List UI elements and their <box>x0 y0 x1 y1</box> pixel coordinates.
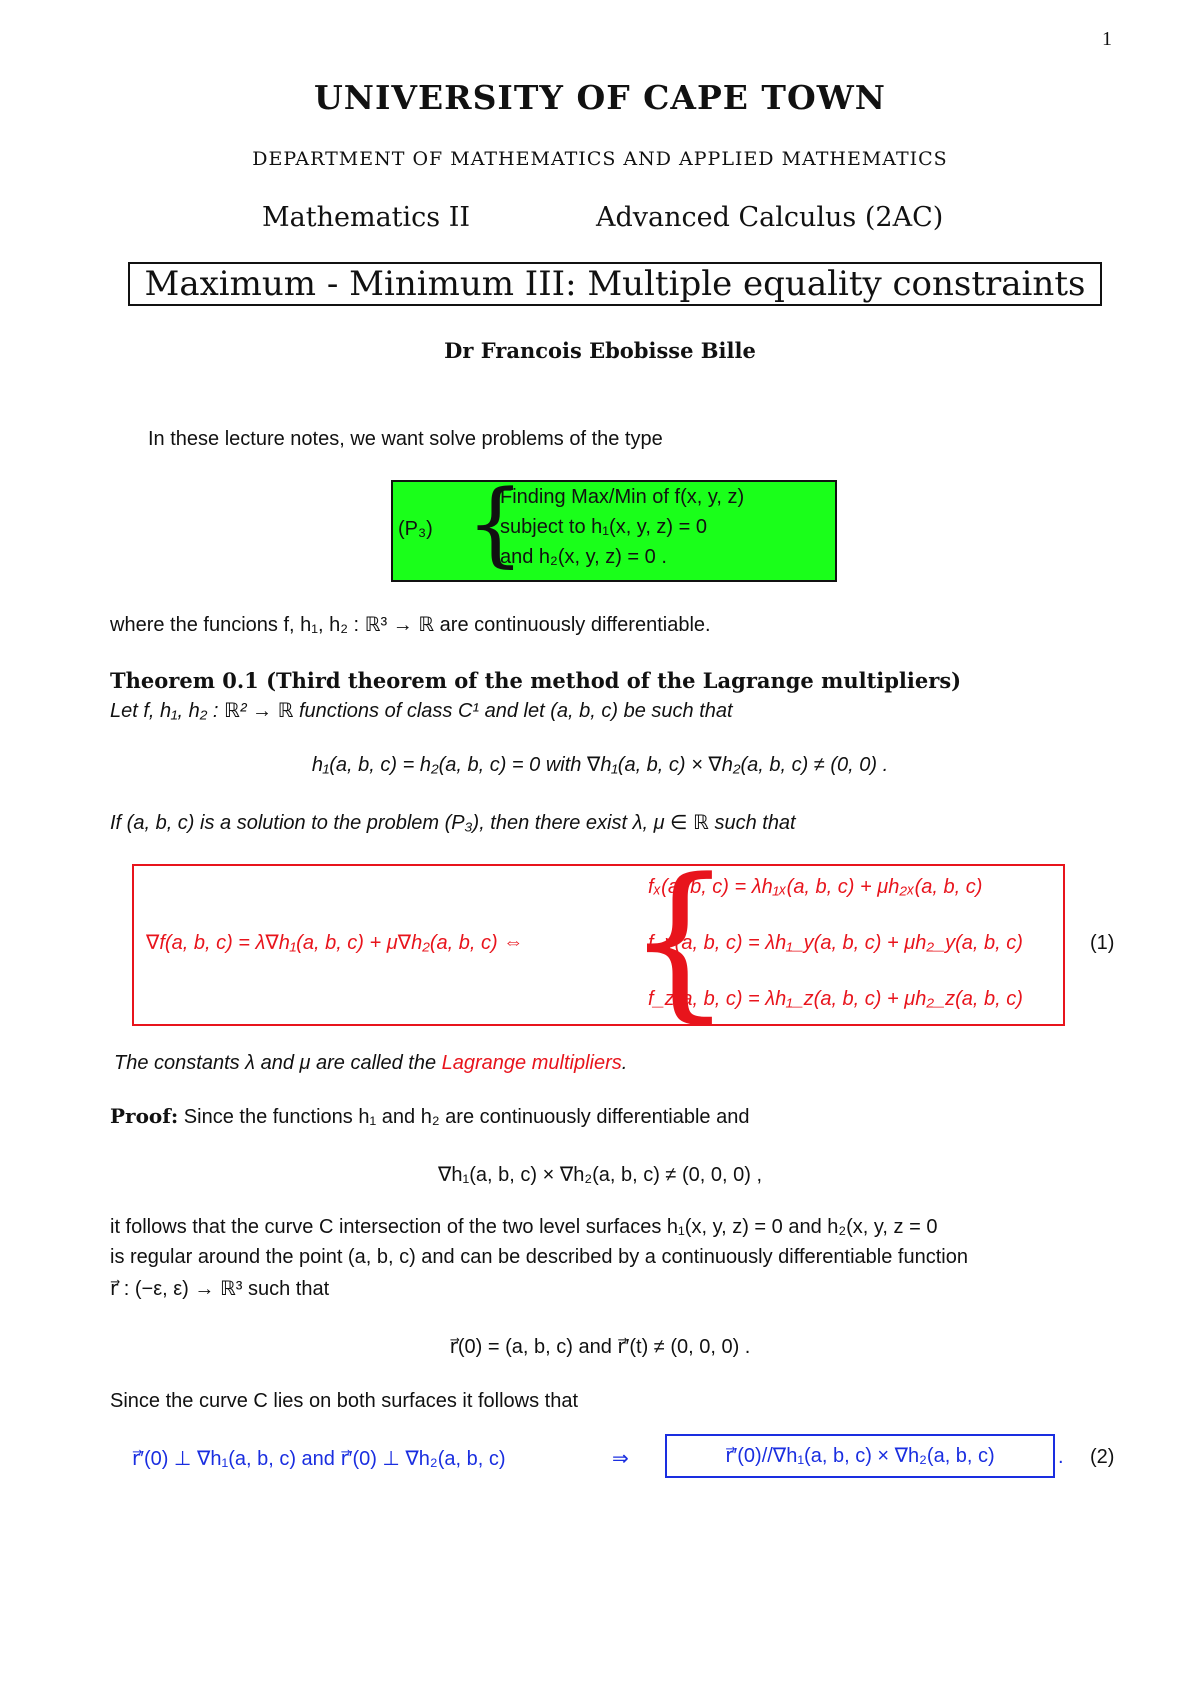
department-title: DEPARTMENT OF MATHEMATICS AND APPLIED MATHEMATICS <box>252 148 948 170</box>
conclusion-period: . <box>1058 1446 1064 1468</box>
equation-x: fₓ(a, b, c) = λh₁ₓ(a, b, c) + μh₂ₓ(a, b, c) <box>648 876 983 898</box>
system-brace: { <box>626 842 733 1038</box>
where-text: where the funcions f, h₁, h₂ : ℝ³ → ℝ are continuously differentiable. <box>110 614 711 636</box>
orthogonality-statement: r⃗′(0) ⊥ ∇h₁(a, b, c) and r⃗′(0) ⊥ ∇h₂(a, b, c) <box>132 1448 506 1470</box>
equation-number-2: (2) <box>1090 1446 1115 1468</box>
gradient-equation: ∇f(a, b, c) = λ∇h₁(a, b, c) + μ∇h₂(a, b, c) ⇔ <box>146 932 524 954</box>
theorem-condition: h₁(a, b, c) = h₂(a, b, c) = 0 with ∇h₁(a, b, c) × ∇h₂(a, b, c) ≠ (0, 0) . <box>311 754 889 776</box>
lecture-title: Maximum - Minimum III: Multiple equality constraints <box>128 262 1102 306</box>
proof-label: Proof: <box>110 1104 179 1128</box>
since-line: Since the curve C lies on both surfaces it follows that <box>110 1390 579 1412</box>
problem-label: (P₃) <box>398 518 433 540</box>
problem-line-2: subject to h₁(x, y, z) = 0 <box>500 516 708 538</box>
university-title: UNIVERSITY OF CAPE TOWN <box>314 78 886 117</box>
parallel-conclusion-box: r⃗′(0)//∇h₁(a, b, c) × ∇h₂(a, b, c) <box>665 1434 1055 1478</box>
problem-line-1: Finding Max/Min of f(x, y, z) <box>500 486 745 508</box>
intro-text: In these lecture notes, we want solve problems of the type <box>148 428 663 450</box>
equation-z: f_z(a, b, c) = λh₁_z(a, b, c) + μh₂_z(a, b, c) <box>648 988 1023 1010</box>
equation-y: f_y(a, b, c) = λh₁_y(a, b, c) + μh₂_y(a, b, c) <box>648 932 1023 954</box>
course-code: Advanced Calculus (2AC) <box>596 202 944 233</box>
proof-line-3: is regular around the point (a, b, c) and can be described by a continuously differentiable function <box>110 1246 968 1268</box>
page-number: 1 <box>1102 28 1112 50</box>
course-name: Mathematics II <box>262 202 471 233</box>
proof-line-2: it follows that the curve C intersection of the two level surfaces h₁(x, y, z) = 0 and h₂(x, y, z = 0 <box>110 1216 938 1238</box>
lagrange-multipliers-term: Lagrange multipliers <box>441 1052 622 1074</box>
problem-line-3: and h₂(x, y, z) = 0 . <box>500 546 667 568</box>
author: Dr Francois Ebobisse Bille <box>444 338 756 363</box>
proof-line-1: Proof: Since the functions h₁ and h₂ are continuously differentiable and <box>110 1104 750 1128</box>
theorem-line-1: Let f, h₁, h₂ : ℝ² → ℝ functions of class C¹ and let (a, b, c) be such that <box>110 700 733 722</box>
lagrange-multipliers-line: The constants λ and μ are called the Lagrange multipliers. <box>114 1052 628 1074</box>
problem-brace: { <box>466 470 525 577</box>
implies-arrow: ⇒ <box>612 1448 629 1470</box>
proof-line-4: r⃗ : (−ε, ε) → ℝ³ such that <box>110 1278 330 1300</box>
parametrization-equation: r⃗(0) = (a, b, c) and r⃗′(t) ≠ (0, 0, 0) . <box>449 1336 751 1358</box>
cross-product-condition: ∇h₁(a, b, c) × ∇h₂(a, b, c) ≠ (0, 0, 0) , <box>437 1164 762 1186</box>
theorem-heading: Theorem 0.1 (Third theorem of the method of the Lagrange multipliers) <box>110 668 962 693</box>
equation-number-1: (1) <box>1090 932 1115 954</box>
theorem-line-2: If (a, b, c) is a solution to the problem (P₃), then there exist λ, μ ∈ ℝ such that <box>110 812 796 834</box>
